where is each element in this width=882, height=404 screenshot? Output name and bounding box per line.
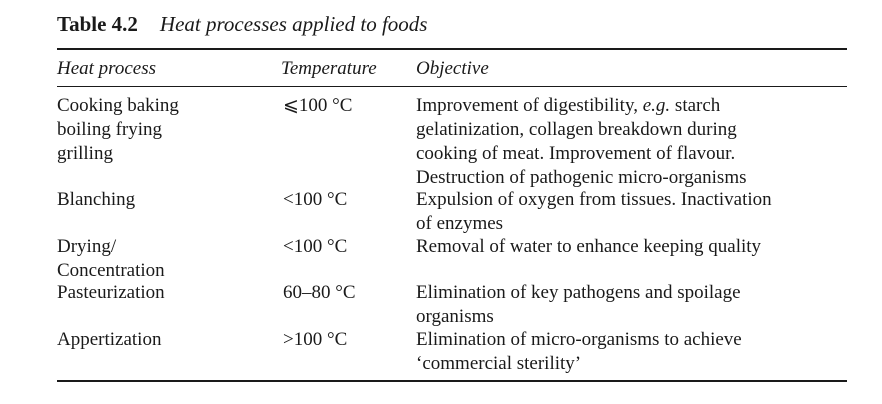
objective-cell: Improvement of digestibility, e.g. starch gelatinization, collagen breakdown during cooking of meat. Improvement of flavour. Destruction of pathogenic micro-organisms xyxy=(416,95,747,188)
temperature-cell: <100 °C xyxy=(283,189,348,210)
objective-cell: Removal of water to enhance keeping quality xyxy=(416,236,762,257)
top-rule xyxy=(57,48,847,50)
header-rule xyxy=(57,86,847,87)
process-cell: Appertization xyxy=(57,329,162,350)
objective-cell: Elimination of key pathogens and spoilage organisms xyxy=(416,282,741,327)
process-cell: Drying/ Concentration xyxy=(57,236,165,281)
temperature-cell: ⩽100 °C xyxy=(283,95,353,116)
table-caption xyxy=(57,12,427,37)
table-title: Heat processes applied to foods xyxy=(159,12,428,36)
header-temperature: Temperature xyxy=(281,58,377,79)
header-objective: Objective xyxy=(416,58,489,79)
process-cell: Cooking baking boiling frying grilling xyxy=(57,95,179,164)
temperature-cell: 60–80 °C xyxy=(283,282,356,303)
process-cell: Pasteurization xyxy=(57,282,165,303)
temperature-cell: >100 °C xyxy=(283,329,348,350)
objective-cell: Elimination of micro-organisms to achieve ‘commercial sterility’ xyxy=(416,329,742,374)
temperature-cell: <100 °C xyxy=(283,236,348,257)
objective-cell: Expulsion of oxygen from tissues. Inactivation of enzymes xyxy=(416,189,772,234)
header-heat-process: Heat process xyxy=(57,58,157,79)
bottom-rule xyxy=(57,380,847,382)
table-number: Table 4.2 xyxy=(57,12,138,36)
process-cell: Blanching xyxy=(57,189,136,210)
